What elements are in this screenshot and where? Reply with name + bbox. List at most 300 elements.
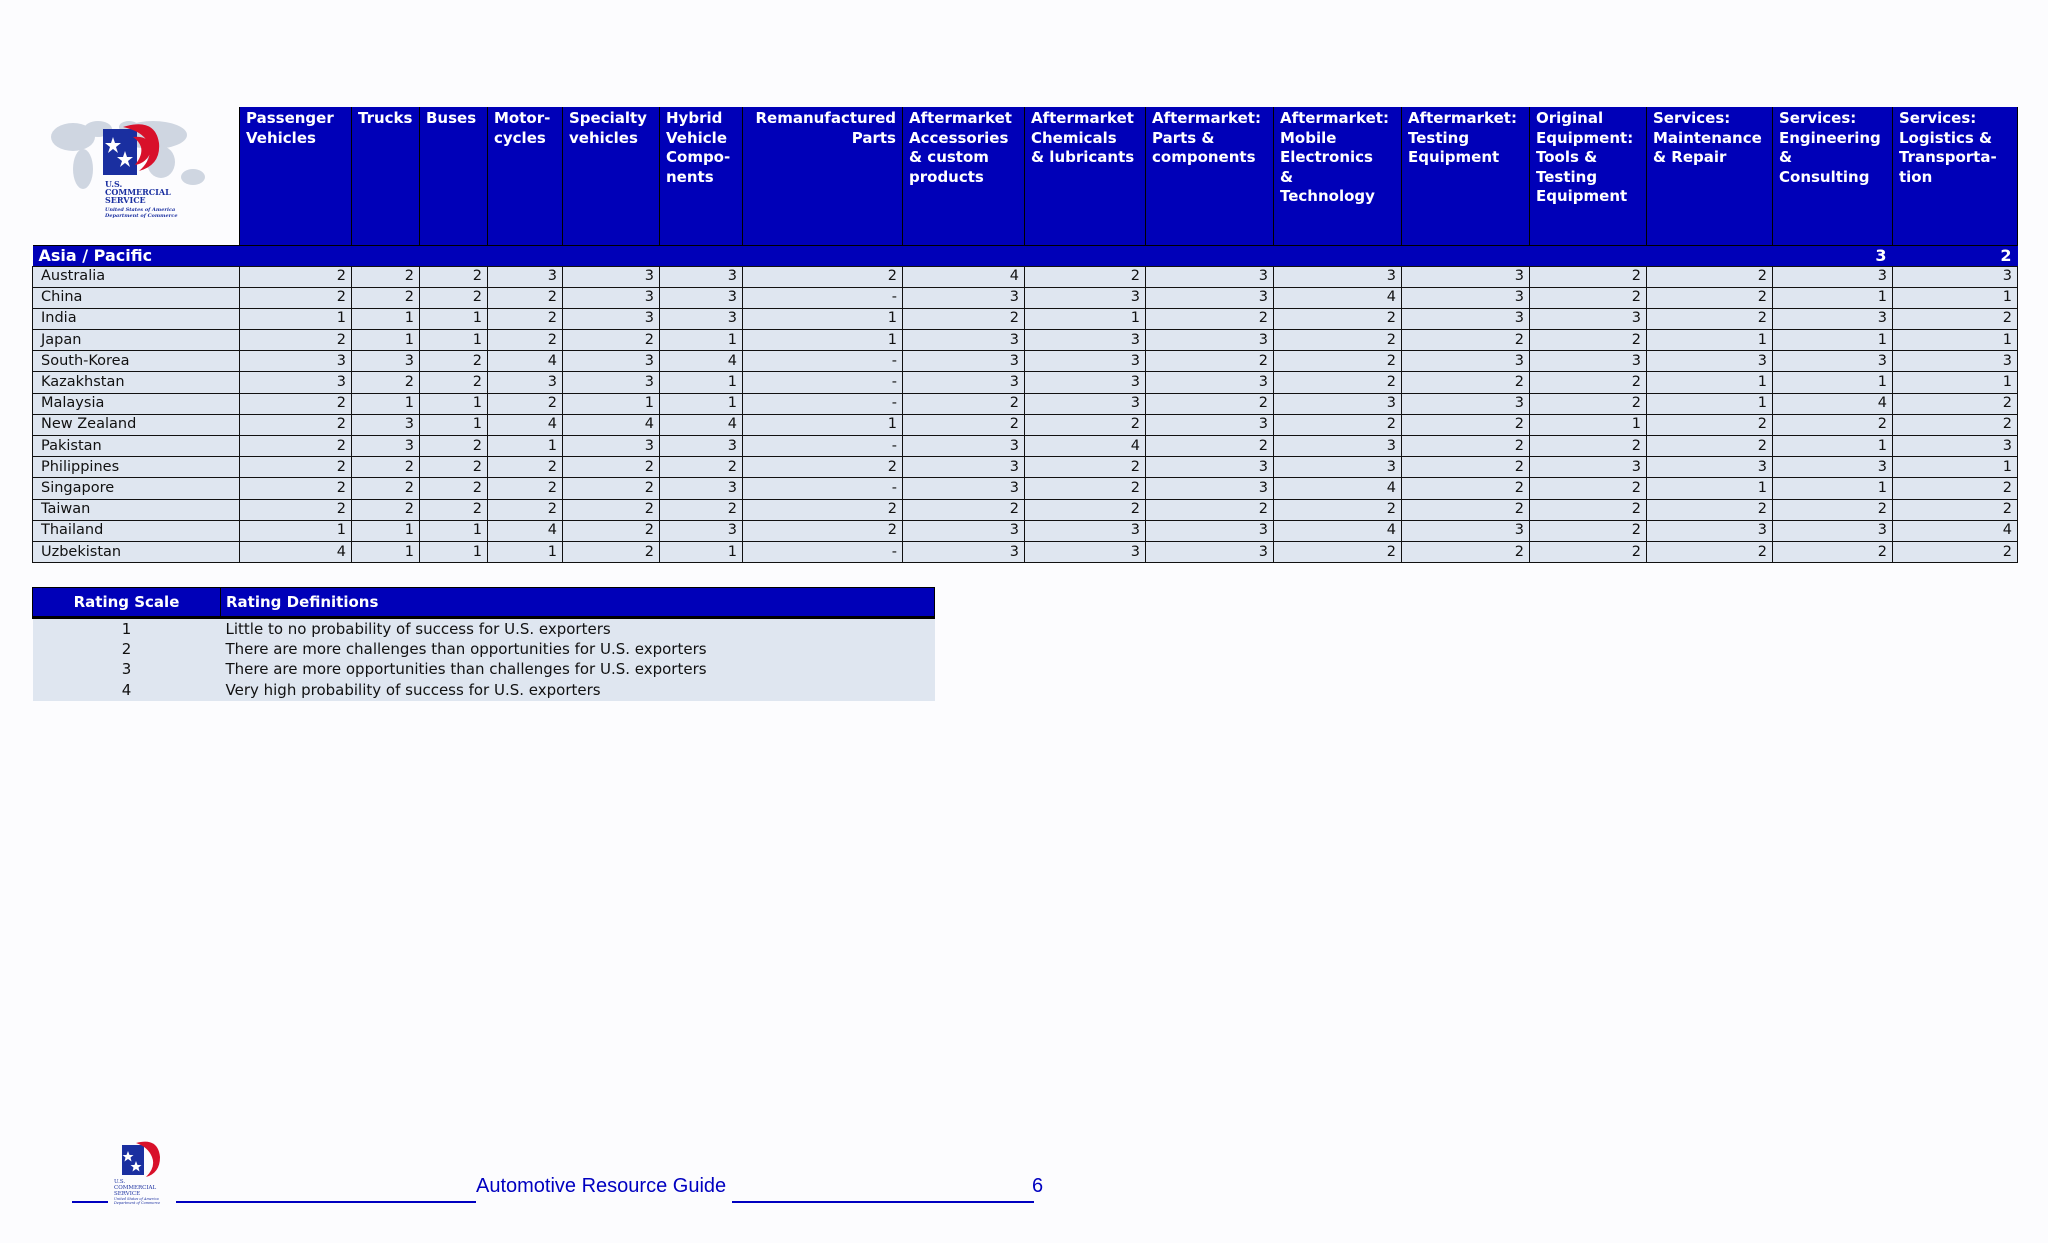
column-header xyxy=(563,107,660,245)
rating-cell: 3 xyxy=(1893,266,2018,287)
rating-cell: 1 xyxy=(1647,372,1773,393)
column-header-line: products xyxy=(909,167,984,186)
rating-cell: - xyxy=(743,393,903,414)
rating-cell: 2 xyxy=(488,308,563,329)
rating-cell: 2 xyxy=(1146,499,1274,520)
rating-cell: 3 xyxy=(903,457,1025,478)
region-name: Asia / Pacific xyxy=(33,245,240,266)
rating-cell: 4 xyxy=(1893,520,2018,541)
column-header-line: Remanufactured xyxy=(755,109,896,127)
rating-definition: There are more challenges than opportunities for U.S. exporters xyxy=(221,639,935,659)
rating-cell: 2 xyxy=(563,541,660,562)
rating-cell: 3 xyxy=(1025,287,1146,308)
rating-cell: 2 xyxy=(352,287,420,308)
rating-cell: 2 xyxy=(903,499,1025,520)
rating-cell: - xyxy=(743,372,903,393)
column-header-line: Hybrid xyxy=(666,109,723,127)
rating-cell: 2 xyxy=(488,478,563,499)
rating-cell: - xyxy=(743,287,903,308)
rating-cell: 3 xyxy=(660,266,743,287)
rating-cell: 2 xyxy=(1146,436,1274,457)
rating-cell: 4 xyxy=(563,414,660,435)
column-header xyxy=(743,107,903,245)
region-value xyxy=(1647,245,1773,266)
column-header-line: Accessories xyxy=(909,128,1009,147)
country-name: Taiwan xyxy=(33,499,240,520)
rating-cell: 2 xyxy=(903,414,1025,435)
rating-cell: 3 xyxy=(563,372,660,393)
column-header-line: Services: xyxy=(1779,109,1857,127)
rating-cell: 3 xyxy=(903,287,1025,308)
rating-cell: 2 xyxy=(488,330,563,351)
rating-cell: 4 xyxy=(660,414,743,435)
rating-scale-row xyxy=(33,659,935,679)
rating-cell: 2 xyxy=(1893,393,2018,414)
rating-cell: 1 xyxy=(240,520,352,541)
rating-cell: 1 xyxy=(1647,330,1773,351)
rating-cell: 1 xyxy=(660,372,743,393)
rating-cell: 1 xyxy=(420,541,488,562)
rating-cell: 2 xyxy=(743,266,903,287)
rating-cell: 1 xyxy=(488,541,563,562)
rating-cell: 4 xyxy=(1773,393,1893,414)
rating-cell: 3 xyxy=(1274,457,1402,478)
rating-cell: 2 xyxy=(903,308,1025,329)
rating-cell: 3 xyxy=(1146,520,1274,541)
region-value xyxy=(903,245,1025,266)
rating-cell: 2 xyxy=(420,457,488,478)
column-header-line: components xyxy=(1152,148,1256,166)
country-name: Thailand xyxy=(33,520,240,541)
rating-cell: 1 xyxy=(1773,330,1893,351)
country-name: Japan xyxy=(33,330,240,351)
table-row xyxy=(33,499,2018,520)
column-header-line: Maintenance xyxy=(1653,128,1762,147)
rating-definition: Very high probability of success for U.S. exporters xyxy=(221,679,935,701)
rating-cell: 3 xyxy=(1025,372,1146,393)
rating-cell: 3 xyxy=(563,266,660,287)
rating-cell: 3 xyxy=(660,520,743,541)
rating-cell: 1 xyxy=(352,330,420,351)
country-name: China xyxy=(33,287,240,308)
rating-cell: 2 xyxy=(1146,351,1274,372)
column-header xyxy=(420,107,488,245)
column-header xyxy=(660,107,743,245)
rating-cell: 2 xyxy=(1146,393,1274,414)
column-header xyxy=(240,107,352,245)
rating-cell: 3 xyxy=(352,351,420,372)
table-row xyxy=(33,457,2018,478)
rating-cell: 2 xyxy=(488,499,563,520)
rating-cell: 2 xyxy=(352,457,420,478)
country-name: Pakistan xyxy=(33,436,240,457)
country-name: Uzbekistan xyxy=(33,541,240,562)
rating-scale-row xyxy=(33,618,935,640)
rating-cell: 3 xyxy=(1773,308,1893,329)
rating-cell: 3 xyxy=(563,287,660,308)
rating-cell: 3 xyxy=(1402,287,1530,308)
rating-cell: 2 xyxy=(1402,478,1530,499)
rating-cell: 3 xyxy=(563,308,660,329)
column-header-line: Equipment xyxy=(1536,187,1628,205)
region-value xyxy=(420,245,488,266)
rating-cell: 3 xyxy=(660,478,743,499)
rating-cell: 2 xyxy=(1274,541,1402,562)
rating-cell: 2 xyxy=(563,520,660,541)
region-value xyxy=(563,245,660,266)
commercial-service-logo-icon xyxy=(43,107,223,227)
svg-text:Department of Commerce: Department of Commerce xyxy=(104,213,178,219)
rating-scale-row xyxy=(33,679,935,701)
rating-cell: 2 xyxy=(563,478,660,499)
rating-cell: 2 xyxy=(1274,330,1402,351)
region-row xyxy=(33,245,2018,266)
column-header-line: Aftermarket: xyxy=(1408,109,1517,127)
column-header xyxy=(352,107,420,245)
rating-cell: 3 xyxy=(1402,520,1530,541)
column-header-line: Equipment xyxy=(1408,148,1500,166)
rating-cell: 2 xyxy=(240,330,352,351)
logo-cell xyxy=(33,107,240,245)
rating-cell: 3 xyxy=(660,436,743,457)
svg-text:SERVICE: SERVICE xyxy=(104,195,146,205)
column-header xyxy=(488,107,563,245)
region-value xyxy=(1530,245,1647,266)
column-header-line: nents xyxy=(666,167,714,186)
rating-cell: 3 xyxy=(1146,287,1274,308)
rating-cell: 2 xyxy=(240,287,352,308)
column-header-line: Vehicles xyxy=(246,128,316,147)
rating-cell: 2 xyxy=(1274,308,1402,329)
column-header-line: Testing xyxy=(1536,167,1598,186)
column-header-line: & xyxy=(1280,167,1294,186)
table-row xyxy=(33,330,2018,351)
table-row xyxy=(33,436,2018,457)
rating-cell: 3 xyxy=(1274,266,1402,287)
rating-cell: 3 xyxy=(488,266,563,287)
rating-cell: 2 xyxy=(420,266,488,287)
rating-cell: 3 xyxy=(903,541,1025,562)
table-row xyxy=(33,414,2018,435)
column-header-line: Transporta- xyxy=(1899,148,1997,166)
rating-cell: 2 xyxy=(1647,499,1773,520)
rating-cell: 2 xyxy=(1530,330,1647,351)
rating-cell: 2 xyxy=(1773,541,1893,562)
rating-cell: 3 xyxy=(1893,436,2018,457)
rating-cell: 2 xyxy=(1893,308,2018,329)
svg-text:United States of America: United States of America xyxy=(104,207,175,213)
column-header-line: Testing xyxy=(1408,128,1470,147)
country-name: South-Korea xyxy=(33,351,240,372)
country-name: Malaysia xyxy=(33,393,240,414)
table-row xyxy=(33,541,2018,562)
rating-cell: 1 xyxy=(1893,457,2018,478)
rating-cell: 3 xyxy=(903,478,1025,499)
table-header-row xyxy=(33,107,2018,245)
rating-scale-header: Rating Scale xyxy=(33,588,221,618)
table-row xyxy=(33,308,2018,329)
rating-cell: 4 xyxy=(240,541,352,562)
rating-cell: 2 xyxy=(563,457,660,478)
country-name: Australia xyxy=(33,266,240,287)
rating-cell: 2 xyxy=(1025,499,1146,520)
rating-cell: 3 xyxy=(563,436,660,457)
rating-cell: 2 xyxy=(240,414,352,435)
rating-cell: 3 xyxy=(1893,351,2018,372)
column-header xyxy=(1146,107,1274,245)
rating-cell: 3 xyxy=(240,372,352,393)
rating-cell: 3 xyxy=(1146,372,1274,393)
rating-cell: 2 xyxy=(563,330,660,351)
rating-cell: 2 xyxy=(1773,499,1893,520)
rating-cell: 2 xyxy=(488,457,563,478)
rating-cell: 2 xyxy=(743,499,903,520)
rating-cell: 3 xyxy=(563,351,660,372)
rating-cell: 1 xyxy=(488,436,563,457)
svg-text:COMMERCIAL: COMMERCIAL xyxy=(104,187,171,197)
column-header-line: cycles xyxy=(494,128,546,147)
column-header-line: Aftermarket: xyxy=(1152,109,1261,127)
rating-definition: There are more opportunities than challenges for U.S. exporters xyxy=(221,659,935,679)
rating-cell: 2 xyxy=(1530,372,1647,393)
rating-cell: 3 xyxy=(1025,520,1146,541)
rating-cell: 2 xyxy=(1647,308,1773,329)
rating-cell: 4 xyxy=(488,351,563,372)
column-header-line: Parts & xyxy=(1152,128,1215,147)
rating-cell: 2 xyxy=(240,457,352,478)
rating-cell: 1 xyxy=(743,308,903,329)
rating-cell: 3 xyxy=(1402,393,1530,414)
column-header-line: & custom xyxy=(909,148,989,166)
rating-cell: 2 xyxy=(420,436,488,457)
rating-cell: 2 xyxy=(563,499,660,520)
rating-cell: 3 xyxy=(903,372,1025,393)
rating-cell: 3 xyxy=(240,351,352,372)
rating-cell: 3 xyxy=(1025,330,1146,351)
rating-cell: 1 xyxy=(563,393,660,414)
rating-cell: 3 xyxy=(660,287,743,308)
rating-cell: 2 xyxy=(743,457,903,478)
region-value xyxy=(660,245,743,266)
rating-cell: 2 xyxy=(1530,520,1647,541)
region-value xyxy=(488,245,563,266)
rating-cell: 1 xyxy=(420,330,488,351)
rating-cell: 1 xyxy=(1025,308,1146,329)
rating-cell: 2 xyxy=(1025,414,1146,435)
column-header-line: Passenger xyxy=(246,109,334,127)
rating-cell: 4 xyxy=(1274,520,1402,541)
rating-cell: 1 xyxy=(1773,436,1893,457)
svg-text:United States of America: United States of America xyxy=(114,1197,159,1201)
rating-cell: 2 xyxy=(1402,541,1530,562)
footer-logo-icon xyxy=(112,1139,176,1207)
rating-cell: 2 xyxy=(1274,414,1402,435)
column-header-line: Compo- xyxy=(666,148,731,166)
rating-cell: 2 xyxy=(1530,287,1647,308)
rating-cell: 1 xyxy=(420,414,488,435)
footer-title: Automotive Resource Guide xyxy=(476,1175,727,1197)
region-value xyxy=(1146,245,1274,266)
rating-cell: 2 xyxy=(420,351,488,372)
rating-cell: 1 xyxy=(1893,287,2018,308)
rating-cell: 1 xyxy=(420,393,488,414)
rating-cell: 2 xyxy=(1274,351,1402,372)
rating-cell: 1 xyxy=(352,308,420,329)
rating-cell: 3 xyxy=(1773,266,1893,287)
table-row xyxy=(33,393,2018,414)
rating-cell: 1 xyxy=(660,393,743,414)
column-header-line: Aftermarket xyxy=(909,109,1012,127)
rating-cell: 1 xyxy=(352,541,420,562)
rating-cell: 2 xyxy=(240,478,352,499)
footer-rule-left xyxy=(72,1201,108,1203)
rating-cell: 2 xyxy=(420,499,488,520)
rating-cell: - xyxy=(743,541,903,562)
rating-cell: 1 xyxy=(1893,372,2018,393)
rating-cell: 2 xyxy=(660,499,743,520)
rating-cell: 2 xyxy=(1893,499,2018,520)
column-header-line: Chemicals xyxy=(1031,128,1117,147)
region-value xyxy=(1025,245,1146,266)
country-name: Kazakhstan xyxy=(33,372,240,393)
rating-cell: 2 xyxy=(1530,499,1647,520)
rating-value: 2 xyxy=(33,639,221,659)
page-footer xyxy=(72,1175,1052,1205)
column-header-line: Mobile xyxy=(1280,128,1337,147)
rating-cell: 3 xyxy=(1647,457,1773,478)
column-header-line: Equipment: xyxy=(1536,128,1634,147)
rating-cell: 4 xyxy=(1274,478,1402,499)
column-header-line: Logistics & xyxy=(1899,128,1993,147)
rating-cell: 1 xyxy=(352,393,420,414)
rating-cell: 3 xyxy=(1146,414,1274,435)
rating-cell: 1 xyxy=(1773,372,1893,393)
rating-value: 1 xyxy=(33,618,221,640)
rating-cell: 4 xyxy=(1025,436,1146,457)
rating-cell: 2 xyxy=(1530,541,1647,562)
column-header-line: & lubricants xyxy=(1031,148,1135,166)
table-row xyxy=(33,287,2018,308)
column-header-line: & xyxy=(1779,148,1793,166)
rating-cell: 1 xyxy=(420,308,488,329)
rating-cell: 1 xyxy=(660,330,743,351)
rating-cell: 2 xyxy=(1402,330,1530,351)
rating-cell: 2 xyxy=(1025,457,1146,478)
column-header-line: Electronics xyxy=(1280,148,1373,166)
column-header-line: Trucks xyxy=(358,109,413,127)
rating-cell: 2 xyxy=(1773,414,1893,435)
table-row xyxy=(33,351,2018,372)
rating-cell: 2 xyxy=(1025,478,1146,499)
column-header-line: Engineering xyxy=(1779,128,1881,147)
rating-cell: 2 xyxy=(420,372,488,393)
rating-cell: 1 xyxy=(1647,393,1773,414)
rating-cell: 1 xyxy=(743,414,903,435)
rating-cell: 2 xyxy=(1402,457,1530,478)
rating-cell: 1 xyxy=(420,520,488,541)
rating-cell: 3 xyxy=(903,520,1025,541)
column-header-line: Vehicle xyxy=(666,128,727,147)
rating-cell: 2 xyxy=(1647,414,1773,435)
rating-cell: 3 xyxy=(352,414,420,435)
rating-cell: 3 xyxy=(1146,266,1274,287)
rating-cell: - xyxy=(743,351,903,372)
svg-text:Department of Commerce: Department of Commerce xyxy=(114,1201,161,1205)
column-header xyxy=(1274,107,1402,245)
rating-cell: - xyxy=(743,436,903,457)
rating-cell: 2 xyxy=(488,287,563,308)
region-value: 3 xyxy=(1773,245,1893,266)
rating-cell: 3 xyxy=(660,308,743,329)
column-header xyxy=(1025,107,1146,245)
rating-cell: 1 xyxy=(743,330,903,351)
region-value xyxy=(743,245,903,266)
rating-cell: 3 xyxy=(1402,351,1530,372)
rating-cell: 3 xyxy=(1025,351,1146,372)
rating-cell: 3 xyxy=(903,351,1025,372)
rating-cell: 2 xyxy=(1893,478,2018,499)
rating-cell: 2 xyxy=(488,393,563,414)
rating-cell: 1 xyxy=(1530,414,1647,435)
rating-cell: 1 xyxy=(1647,478,1773,499)
column-header-line: Buses xyxy=(426,109,477,127)
rating-cell: 3 xyxy=(1025,541,1146,562)
rating-cell: 2 xyxy=(240,499,352,520)
rating-cell: 2 xyxy=(1402,499,1530,520)
rating-cell: 4 xyxy=(903,266,1025,287)
rating-cell: 2 xyxy=(352,372,420,393)
region-value: 2 xyxy=(1893,245,2018,266)
rating-cell: 3 xyxy=(1773,351,1893,372)
rating-cell: 2 xyxy=(240,436,352,457)
rating-cell: 2 xyxy=(352,499,420,520)
rating-cell: 2 xyxy=(1893,541,2018,562)
rating-cell: 3 xyxy=(1773,520,1893,541)
rating-cell: 2 xyxy=(1274,499,1402,520)
rating-cell: 3 xyxy=(352,436,420,457)
rating-cell: 2 xyxy=(1647,266,1773,287)
rating-cell: 1 xyxy=(1773,287,1893,308)
column-header-line: Services: xyxy=(1899,109,1977,127)
rating-cell: 3 xyxy=(1274,393,1402,414)
rating-cell: 2 xyxy=(903,393,1025,414)
rating-cell: 1 xyxy=(1893,330,2018,351)
rating-cell: 2 xyxy=(660,457,743,478)
rating-cell: 2 xyxy=(420,287,488,308)
rating-definitions-header: Rating Definitions xyxy=(221,588,935,618)
column-header-line: Specialty xyxy=(569,109,647,127)
rating-cell: 2 xyxy=(240,393,352,414)
rating-cell: 1 xyxy=(352,520,420,541)
country-name: New Zealand xyxy=(33,414,240,435)
rating-cell: 3 xyxy=(1647,520,1773,541)
rating-scale-table xyxy=(32,587,935,701)
column-header xyxy=(1530,107,1647,245)
rating-cell: 1 xyxy=(660,541,743,562)
rating-cell: 3 xyxy=(1146,330,1274,351)
region-value xyxy=(240,245,352,266)
rating-cell: 2 xyxy=(1402,436,1530,457)
rating-cell: 1 xyxy=(1773,478,1893,499)
rating-cell: 3 xyxy=(1530,308,1647,329)
rating-cell: 2 xyxy=(352,478,420,499)
rating-cell: 4 xyxy=(1274,287,1402,308)
rating-cell: 4 xyxy=(488,414,563,435)
rating-cell: 2 xyxy=(1647,436,1773,457)
column-header-line: Technology xyxy=(1280,187,1375,205)
svg-text:U.S.: U.S. xyxy=(104,179,122,189)
column-header-line: tion xyxy=(1899,167,1933,186)
